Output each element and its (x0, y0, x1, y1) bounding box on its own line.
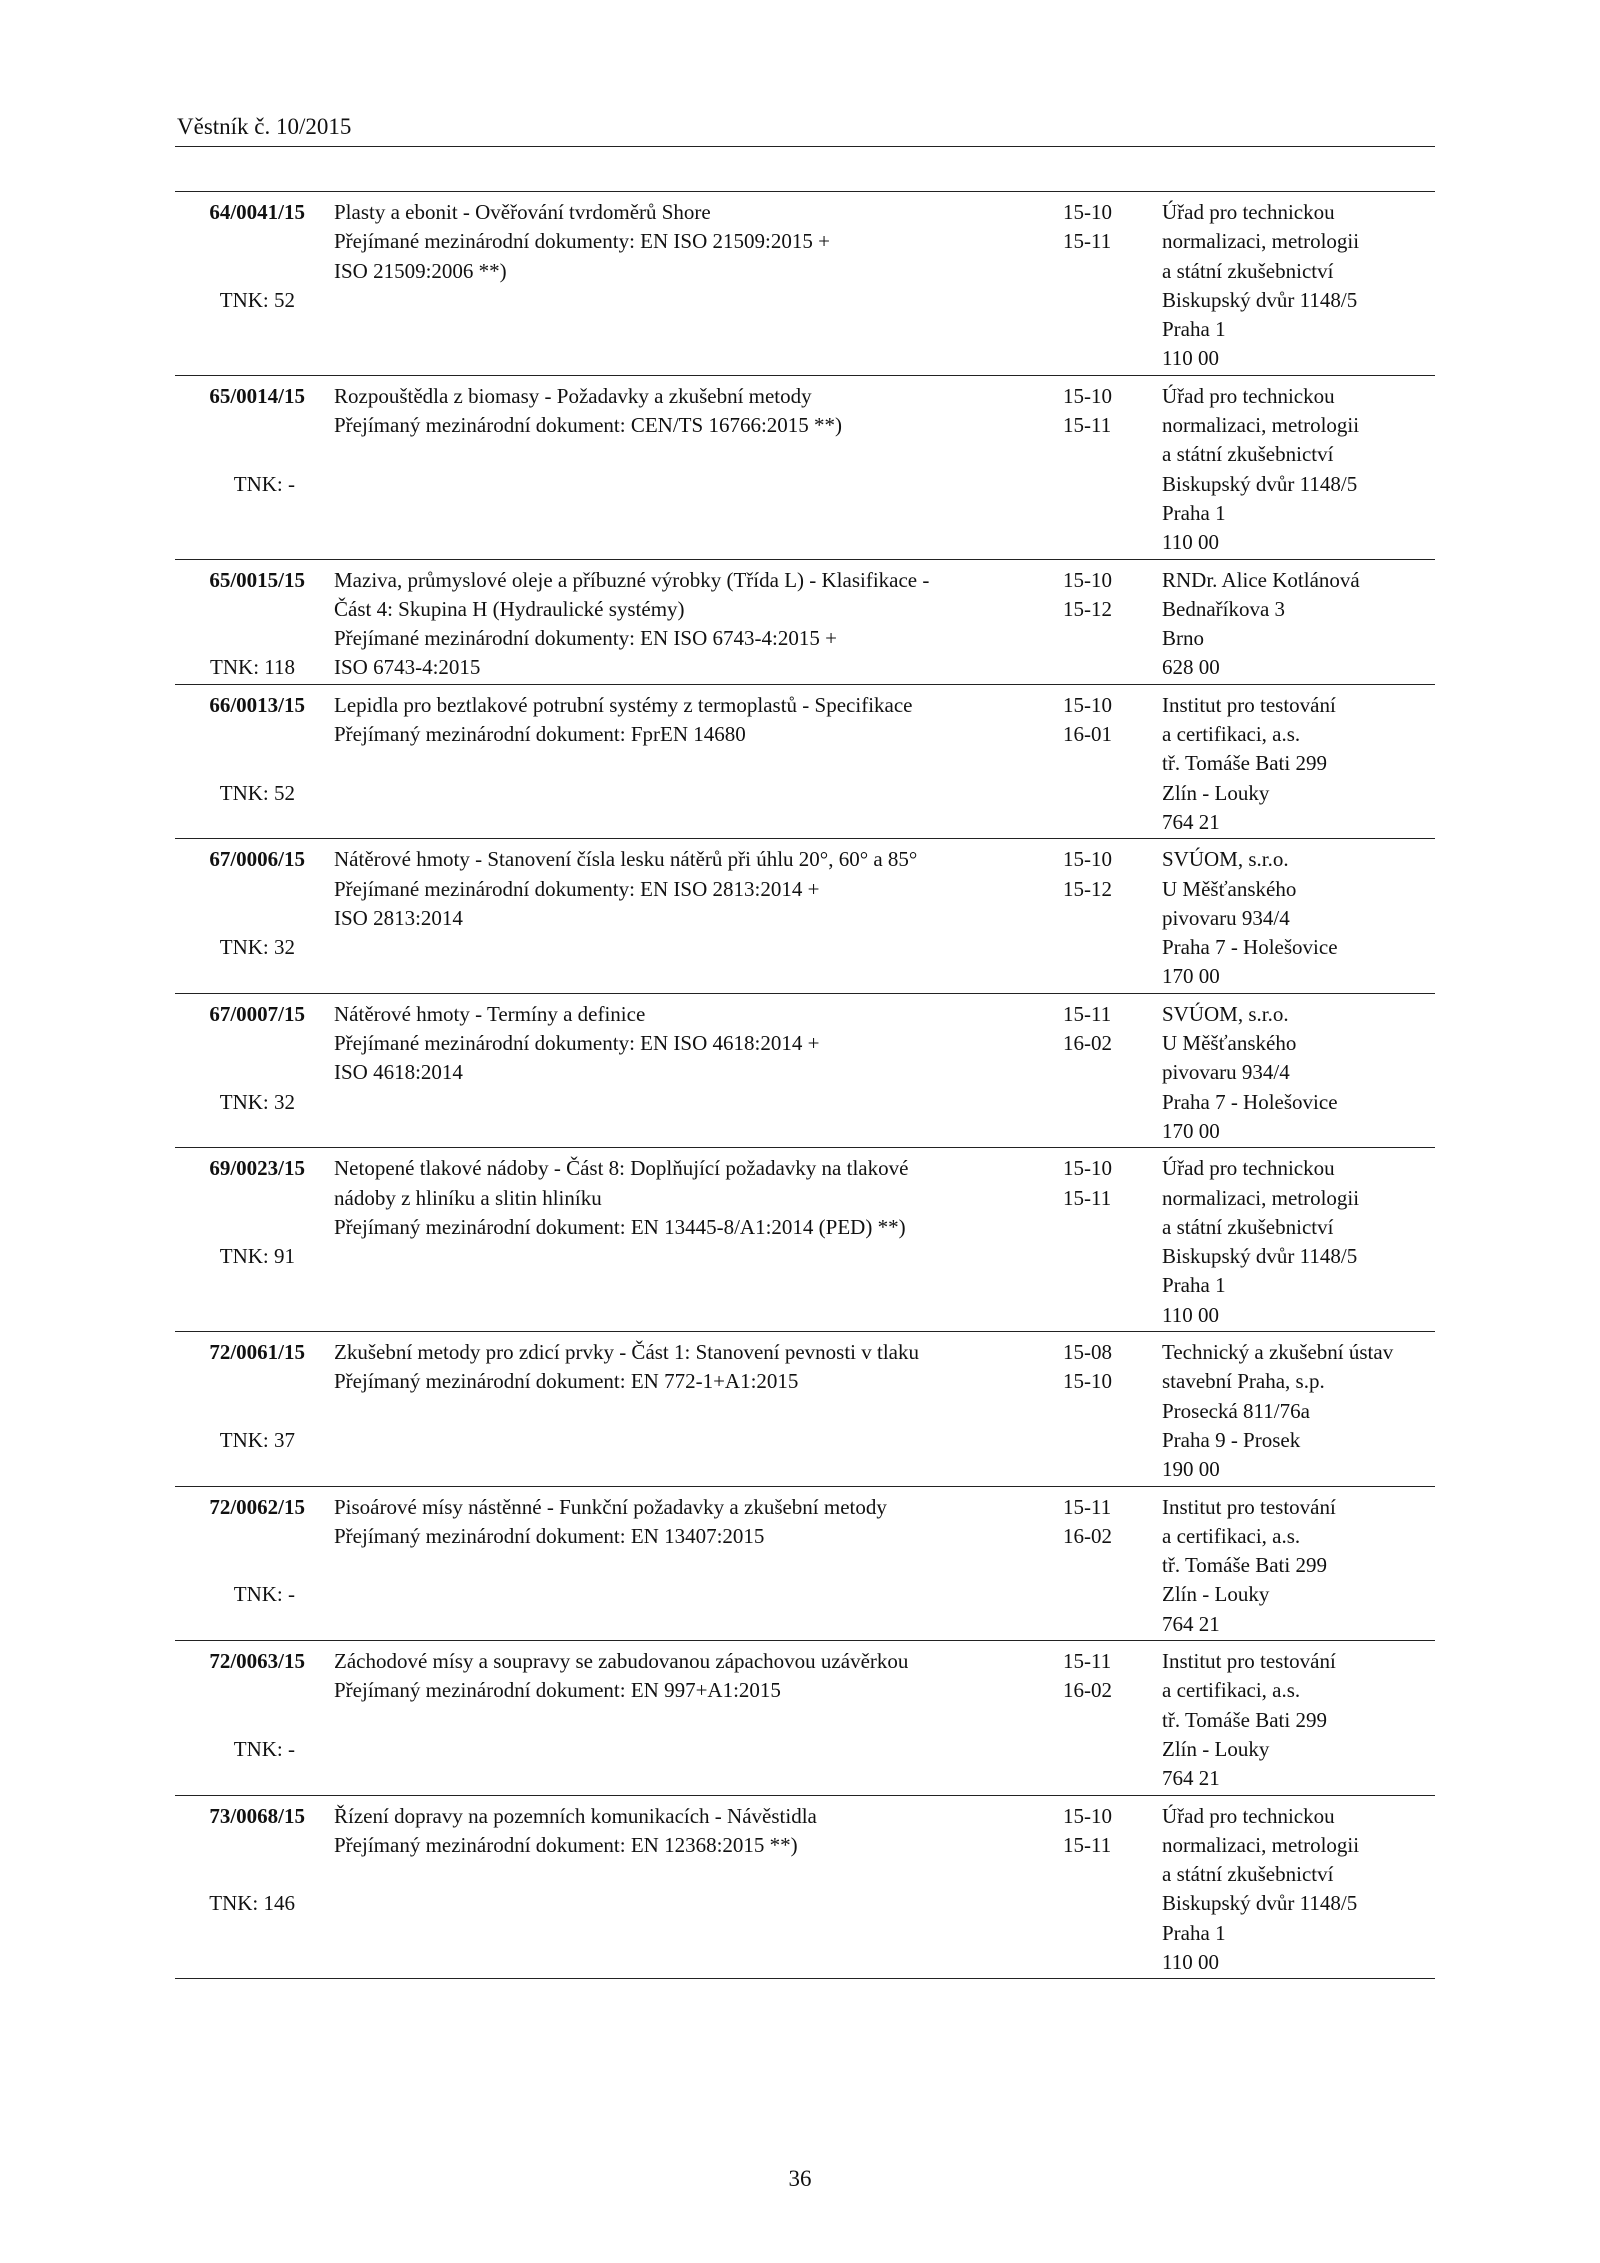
standard-code: 65/0015/15 (209, 567, 305, 592)
tnk-label: TNK: 32 (219, 935, 295, 960)
standard-code: 67/0007/15 (209, 1001, 305, 1026)
processor-address (1162, 845, 1435, 991)
processor-address-line: a státní zkušebnictví (1162, 1862, 1334, 1887)
standard-description-line: Přejímaný mezinárodní dokument: EN 997+A1:2015 (334, 1678, 781, 1703)
standard-description-line: Plasty a ebonit - Ověřování tvrdoměrů Shore (334, 200, 711, 224)
standards-table (175, 192, 1435, 1979)
processor-address-line: tř. Tomáše Bati 299 (1162, 751, 1327, 776)
standard-description (334, 1647, 909, 1706)
processor-address-line: Biskupský dvůr 1148/5 (1162, 287, 1358, 312)
standard-dates-line: 15-11 (1063, 1649, 1112, 1674)
standard-description (334, 845, 918, 933)
processor-address-line: Praha 1 (1162, 1273, 1226, 1298)
processor-address-line: Brno (1162, 626, 1204, 651)
processor-address-line: Úřad pro technickou (1162, 1156, 1335, 1181)
standard-dates-line: 15-11 (1063, 1494, 1112, 1519)
processor-address (1162, 1338, 1435, 1484)
processor-address-line: pivovaru 934/4 (1162, 1060, 1290, 1085)
processor-address (1162, 382, 1435, 558)
processor-address-line: pivovaru 934/4 (1162, 905, 1290, 930)
standard-dates (1063, 382, 1133, 441)
processor-address-line: 170 00 (1162, 1118, 1220, 1143)
processor-address-line: Zlín - Louky (1162, 780, 1270, 805)
standard-dates (1063, 198, 1133, 257)
tnk-label: TNK: - (233, 1736, 295, 1761)
standard-description-line: Část 4: Skupina H (Hydraulické systémy) (334, 596, 685, 621)
standard-dates (1063, 691, 1133, 750)
processor-address-line: a certifikaci, a.s. (1162, 722, 1301, 747)
processor-address-line: Technický a zkušební ústav (1162, 1340, 1394, 1365)
processor-address-line: Biskupský dvůr 1148/5 (1162, 471, 1358, 496)
standard-description-line: ISO 2813:2014 (334, 905, 463, 930)
standard-code: 73/0068/15 (209, 1803, 305, 1828)
standard-description-line: Netopené tlakové nádoby - Část 8: Doplňující požadavky na tlakové (334, 1156, 909, 1181)
processor-address-line: 110 00 (1162, 1950, 1219, 1975)
processor-address-line: normalizaci, metrologii (1162, 1185, 1360, 1210)
standard-dates (1063, 566, 1133, 625)
standard-description (334, 1493, 904, 1552)
processor-address-line: SVÚOM, s.r.o. (1162, 847, 1289, 872)
processor-address-line: SVÚOM, s.r.o. (1162, 1001, 1289, 1026)
processor-address-line: Úřad pro technickou (1162, 200, 1335, 224)
processor-address-line: Praha 1 (1162, 317, 1226, 342)
processor-address-line: 170 00 (1162, 964, 1220, 989)
standard-description-line: Přejímané mezinárodní dokumenty: EN ISO 6743-4:2015 + (334, 626, 837, 651)
table-row (175, 994, 1435, 1149)
standard-description-line: Přejímané mezinárodní dokumenty: EN ISO 4618:2014 + (334, 1031, 820, 1056)
processor-address-line: a státní zkušebnictví (1162, 1214, 1334, 1239)
standard-dates (1063, 1154, 1133, 1213)
standard-dates-line: 15-10 (1063, 1369, 1112, 1394)
standard-description-line: Přejímaný mezinárodní dokument: FprEN 14680 (334, 722, 746, 747)
processor-address-line: Úřad pro technickou (1162, 1803, 1335, 1828)
processor-address-line: normalizaci, metrologii (1162, 413, 1360, 438)
table-row (175, 839, 1435, 994)
processor-address-line: Institut pro testování (1162, 1494, 1336, 1519)
processor-address (1162, 566, 1435, 683)
processor-address-line: 764 21 (1162, 1766, 1220, 1791)
standard-dates-line: 15-10 (1063, 1803, 1112, 1828)
standard-dates-line: 15-12 (1063, 596, 1112, 621)
standard-description-line: Maziva, průmyslové oleje a příbuzné výrobky (Třída L) - Klasifikace - (334, 567, 930, 592)
page-header-title: Věstník č. 10/2015 (177, 114, 352, 139)
standard-description-line: Přejímané mezinárodní dokumenty: EN ISO 2813:2014 + (334, 876, 820, 901)
standard-description-line: Lepidla pro beztlakové potrubní systémy z termoplastů - Specifikace (334, 692, 913, 717)
standard-description-line: Přejímaný mezinárodní dokument: EN 13445-8/A1:2014 (PED) **) (334, 1214, 906, 1239)
processor-address (1162, 1154, 1435, 1330)
standard-dates (1063, 1338, 1133, 1397)
processor-address-line: Institut pro testování (1162, 692, 1336, 717)
standard-code: 69/0023/15 (209, 1156, 305, 1181)
processor-address-line: stavební Praha, s.p. (1162, 1369, 1325, 1394)
standard-code: 67/0006/15 (209, 847, 305, 872)
processor-address-line: tř. Tomáše Bati 299 (1162, 1553, 1327, 1578)
processor-address-line: Praha 7 - Holešovice (1162, 1089, 1338, 1114)
standard-description-line: Rozpouštědla z biomasy - Požadavky a zkušební metody (334, 383, 812, 408)
table-row (175, 1796, 1435, 1980)
page-number: 36 (788, 2166, 812, 2191)
tnk-label: TNK: 37 (219, 1427, 295, 1452)
processor-address-line: 110 00 (1162, 530, 1219, 555)
standard-dates (1063, 1647, 1133, 1706)
standard-dates-line: 15-08 (1063, 1340, 1112, 1365)
processor-address-line: Institut pro testování (1162, 1649, 1336, 1674)
tnk-label: TNK: 146 (209, 1891, 295, 1916)
processor-address-line: Bednaříkova 3 (1162, 596, 1286, 621)
standard-description (334, 1802, 904, 1861)
standard-code: 64/0041/15 (209, 200, 305, 224)
processor-address-line: Zlín - Louky (1162, 1736, 1270, 1761)
processor-address (1162, 1000, 1435, 1146)
standard-description-line: ISO 4618:2014 (334, 1060, 463, 1085)
table-row (175, 1148, 1435, 1332)
processor-address (1162, 691, 1435, 837)
standard-description-line: Přejímané mezinárodní dokumenty: EN ISO 21509:2015 + (334, 229, 830, 254)
standard-description (334, 691, 913, 750)
processor-address-line: 190 00 (1162, 1457, 1220, 1482)
standard-dates (1063, 1493, 1133, 1552)
standard-description-line: ISO 21509:2006 **) (334, 258, 507, 283)
standard-dates (1063, 1000, 1133, 1059)
standard-dates-line: 16-01 (1063, 722, 1112, 747)
processor-address-line: a certifikaci, a.s. (1162, 1678, 1301, 1703)
standard-dates-line: 15-11 (1063, 229, 1112, 254)
processor-address-line: Biskupský dvůr 1148/5 (1162, 1244, 1358, 1269)
tnk-label: TNK: - (233, 471, 295, 496)
processor-address (1162, 198, 1435, 374)
processor-address-line: U Měšťanského (1162, 876, 1297, 901)
standard-code: 72/0061/15 (209, 1340, 305, 1365)
table-row (175, 1487, 1435, 1642)
standard-dates-line: 15-10 (1063, 200, 1112, 224)
table-row (175, 1641, 1435, 1796)
standard-dates-line: 15-11 (1063, 413, 1112, 438)
processor-address-line: 764 21 (1162, 1611, 1220, 1636)
standard-dates-line: 15-10 (1063, 692, 1112, 717)
processor-address-line: 764 21 (1162, 809, 1220, 834)
processor-address-line: normalizaci, metrologii (1162, 1832, 1360, 1857)
standard-dates-line: 15-11 (1063, 1185, 1112, 1210)
processor-address-line: 110 00 (1162, 346, 1219, 371)
standard-code: 72/0062/15 (209, 1494, 305, 1519)
processor-address-line: Praha 7 - Holešovice (1162, 935, 1338, 960)
standard-description-line: Nátěrové hmoty - Termíny a definice (334, 1001, 646, 1026)
processor-address-line: Zlín - Louky (1162, 1582, 1270, 1607)
table-row (175, 685, 1435, 840)
standard-description-line: nádoby z hliníku a slitin hliníku (334, 1185, 602, 1210)
standard-dates-line: 15-10 (1063, 847, 1112, 872)
processor-address (1162, 1647, 1435, 1793)
standard-dates-line: 16-02 (1063, 1523, 1112, 1548)
standard-description (334, 382, 904, 441)
standard-dates (1063, 845, 1133, 904)
tnk-label: TNK: 91 (219, 1244, 295, 1269)
processor-address-line: 110 00 (1162, 1302, 1219, 1327)
tnk-label: TNK: 52 (219, 780, 295, 805)
processor-address-line: Praha 9 - Prosek (1162, 1427, 1301, 1452)
page-header (175, 112, 1435, 147)
processor-address-line: Praha 1 (1162, 500, 1226, 525)
standard-description-line: Řízení dopravy na pozemních komunikacích - Návěstidla (334, 1803, 817, 1828)
processor-address-line: a státní zkušebnictví (1162, 258, 1334, 283)
processor-address-line: Prosecká 811/76a (1162, 1398, 1310, 1423)
standard-description (334, 1000, 904, 1088)
processor-address-line: 628 00 (1162, 655, 1220, 680)
standard-description (334, 198, 904, 286)
standard-description-line: Zkušební metody pro zdicí prvky - Část 1: Stanovení pevnosti v tlaku (334, 1340, 919, 1365)
standard-dates-line: 15-12 (1063, 876, 1112, 901)
standard-dates-line: 16-02 (1063, 1678, 1112, 1703)
tnk-label: TNK: 52 (219, 287, 295, 312)
standard-description-line: Přejímaný mezinárodní dokument: EN 12368:2015 **) (334, 1832, 798, 1857)
standard-code: 72/0063/15 (209, 1649, 305, 1674)
standard-dates-line: 15-11 (1063, 1001, 1112, 1026)
tnk-label: TNK: 32 (219, 1089, 295, 1114)
processor-address-line: normalizaci, metrologii (1162, 229, 1360, 254)
table-row (175, 560, 1435, 685)
standard-description (334, 1154, 909, 1242)
processor-address-line: a státní zkušebnictví (1162, 442, 1334, 467)
standard-dates-line: 15-10 (1063, 1156, 1112, 1181)
standard-code: 65/0014/15 (209, 383, 305, 408)
standard-dates-line: 15-10 (1063, 383, 1112, 408)
standard-description (334, 1338, 919, 1397)
tnk-label: TNK: 118 (210, 655, 295, 680)
processor-address-line: a certifikaci, a.s. (1162, 1523, 1301, 1548)
tnk-label: TNK: - (233, 1582, 295, 1607)
standard-description-line: ISO 6743-4:2015 (334, 655, 481, 680)
processor-address-line: Biskupský dvůr 1148/5 (1162, 1891, 1358, 1916)
table-row (175, 376, 1435, 560)
processor-address-line: tř. Tomáše Bati 299 (1162, 1707, 1327, 1732)
standard-description-line: Přejímaný mezinárodní dokument: EN 13407:2015 (334, 1523, 765, 1548)
standard-dates-line: 15-10 (1063, 567, 1112, 592)
table-row (175, 1332, 1435, 1487)
standard-description-line: Přejímaný mezinárodní dokument: CEN/TS 16766:2015 **) (334, 413, 843, 438)
table-row (175, 192, 1435, 376)
standard-description-line: Záchodové mísy a soupravy se zabudovanou zápachovou uzávěrkou (334, 1649, 909, 1674)
standard-dates-line: 15-11 (1063, 1832, 1112, 1857)
processor-address (1162, 1493, 1435, 1639)
standard-description (334, 566, 930, 683)
standard-description-line: Nátěrové hmoty - Stanovení čísla lesku nátěrů při úhlu 20°, 60° a 85° (334, 847, 918, 872)
standard-code: 66/0013/15 (209, 692, 305, 717)
processor-address-line: Úřad pro technickou (1162, 383, 1335, 408)
processor-address-line: Praha 1 (1162, 1920, 1226, 1945)
standard-dates (1063, 1802, 1133, 1861)
processor-address (1162, 1802, 1435, 1978)
processor-address-line: RNDr. Alice Kotlánová (1162, 567, 1360, 592)
standard-description-line: Pisoárové mísy nástěnné - Funkční požadavky a zkušební metody (334, 1494, 887, 1519)
processor-address-line: U Měšťanského (1162, 1031, 1297, 1056)
standard-description-line: Přejímaný mezinárodní dokument: EN 772-1+A1:2015 (334, 1369, 799, 1394)
standard-dates-line: 16-02 (1063, 1031, 1112, 1056)
